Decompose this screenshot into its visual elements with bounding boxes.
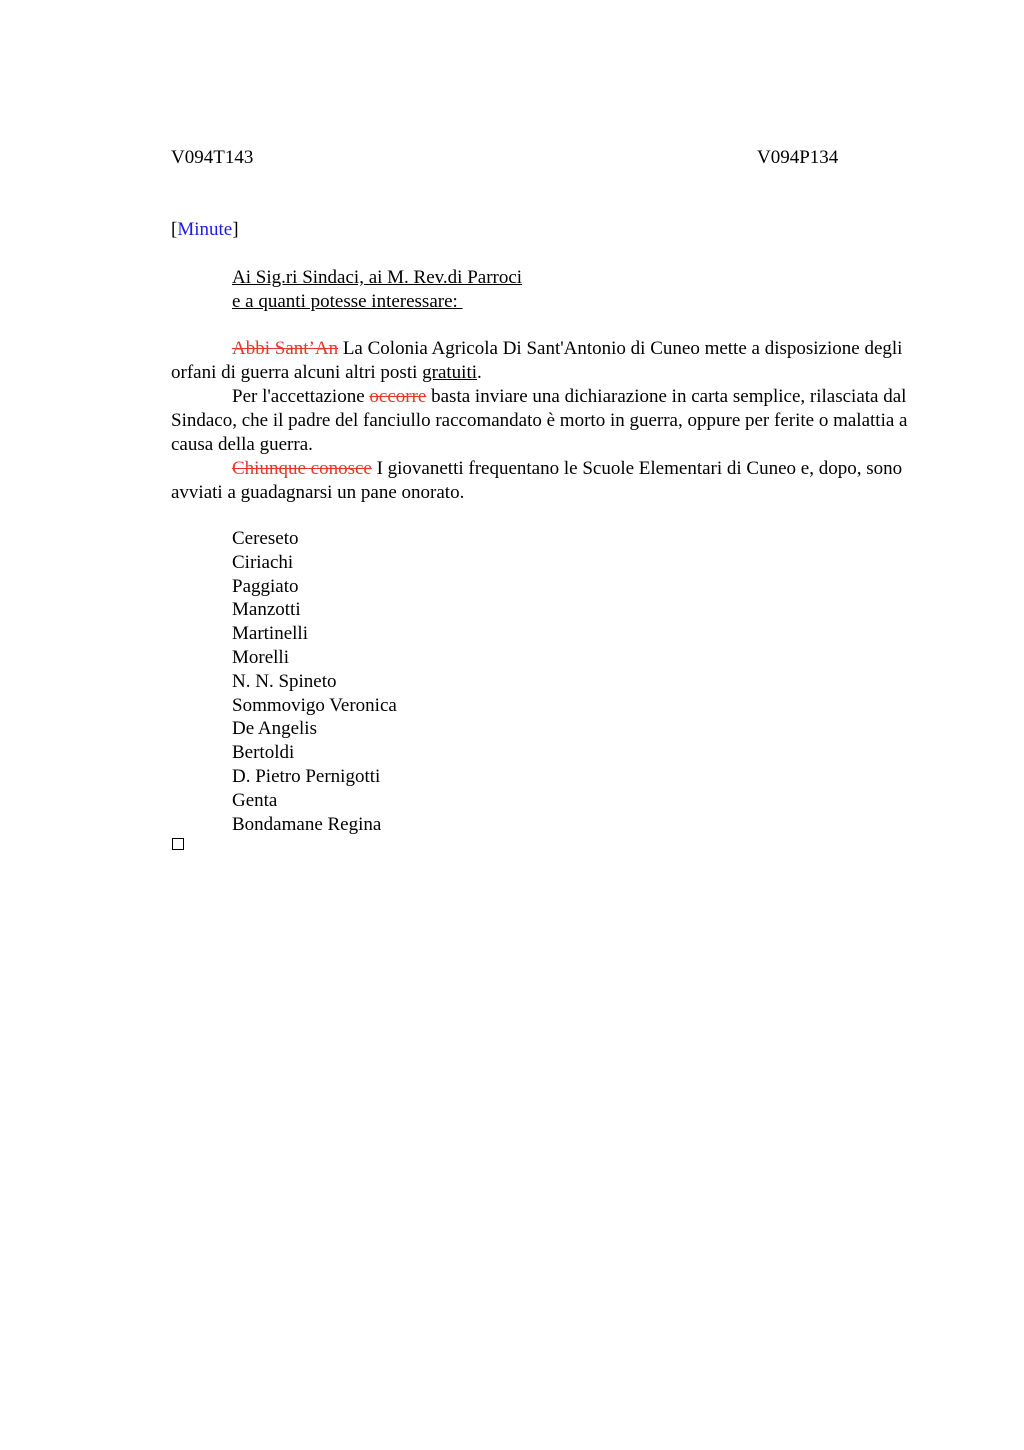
list-item: Morelli: [232, 646, 289, 668]
document-code-left: V094T143: [171, 147, 254, 168]
paragraph-text: Per l'accettazione: [232, 386, 370, 407]
paragraph-text: basta inviare una dichiarazione in carta semplice, rilasciata dal Sindaco, che il padre del fanciullo raccomandato è morto in guerra, oppure per ferite o malattia a causa della guerra.: [171, 386, 908, 455]
list-item: N. N. Spineto: [232, 670, 337, 692]
deleted-text: occorre: [369, 386, 427, 407]
minute-close-bracket: ]: [232, 219, 239, 240]
minute-open-bracket: [: [171, 219, 178, 240]
list-item: Ciriachi: [232, 551, 294, 573]
paragraph-text: .: [477, 362, 482, 383]
minute-heading: [171, 218, 239, 242]
list-item: Manzotti: [232, 599, 301, 621]
list-item: D. Pietro Pernigotti: [232, 765, 381, 787]
list-item: Paggiato: [232, 575, 299, 597]
list-item: Sommovigo Veronica: [232, 694, 397, 716]
document-code-right: V094P134: [757, 147, 839, 168]
paragraph-text: La Colonia Agricola Di Sant'Antonio di Cuneo mette a disposizione degli orfani di guerra alcuni altri posti: [171, 338, 903, 383]
deleted-text: Abbi Sant’An: [232, 338, 339, 359]
letter-body: [171, 337, 923, 505]
paragraph-2: [171, 385, 923, 457]
recipient-names-list: [232, 527, 397, 836]
list-item: De Angelis: [232, 718, 317, 740]
paragraph-1: [171, 337, 923, 385]
deleted-text: Chiunque conosce: [232, 458, 372, 479]
list-item: Martinelli: [232, 623, 308, 645]
checkbox[interactable]: [172, 838, 184, 850]
address-line-1: Ai Sig.ri Sindaci, ai M. Rev.di Parroci: [232, 267, 523, 288]
list-item: Bondamane Regina: [232, 813, 382, 835]
minute-link[interactable]: Minute: [177, 219, 233, 240]
address-line-2: e a quanti potesse interessare:: [232, 291, 463, 312]
list-item: Genta: [232, 789, 278, 811]
address-block: [232, 266, 522, 314]
list-item: Cereseto: [232, 528, 299, 549]
list-item: Bertoldi: [232, 742, 295, 764]
paragraph-text: I giovanetti frequentano le Scuole Elementari di Cuneo e, dopo, sono avviati a guadagnarsi un pane onorato.: [171, 458, 903, 503]
underlined-text: gratuiti: [422, 362, 478, 383]
paragraph-3: [171, 457, 923, 505]
